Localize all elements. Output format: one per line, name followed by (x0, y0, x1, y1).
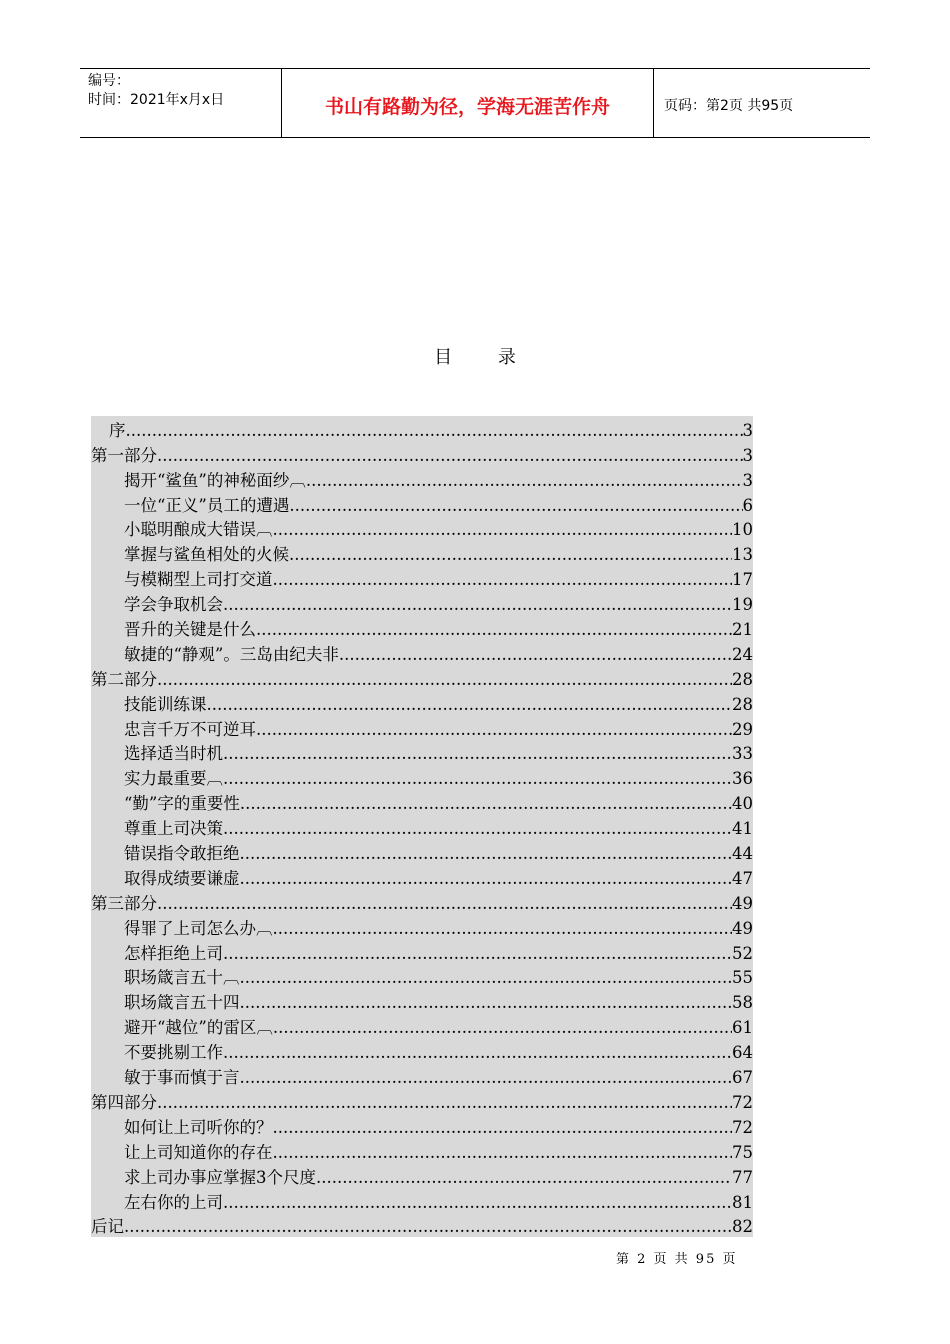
toc-entry-title: 后记 (91, 1217, 124, 1237)
toc-leader-dots (223, 819, 732, 839)
toc-leader-dots (126, 421, 743, 441)
toc-leader-dots (124, 1217, 732, 1237)
toc-entry-title: 敏于事而慎于言 (124, 1068, 240, 1088)
toc-entry-page: 41 (732, 819, 753, 839)
toc-entry-page: 40 (732, 794, 753, 814)
toc-leader-dots (223, 944, 732, 964)
toc-leader-dots (207, 695, 733, 715)
toc-entry[interactable] (91, 565, 753, 590)
toc-entry-page: 81 (732, 1192, 753, 1212)
page-footer: 第 2 页 共 95 页 (616, 1252, 738, 1267)
toc-leader-dots (223, 1043, 732, 1063)
toc-entry[interactable] (91, 764, 753, 789)
header-motto: 书山有路勤为径，学海无涯苦作舟 (324, 95, 610, 118)
toc-leader-dots (240, 968, 733, 988)
toc-entry-title: 晋升的关键是什么 (124, 620, 256, 640)
toc-entry-title: 技能训练课 (124, 694, 207, 714)
toc-entry-title: 小聪明酿成大错误︹ (124, 520, 273, 540)
toc-entry-page: 13 (732, 545, 753, 565)
toc-entry[interactable] (91, 1188, 753, 1213)
toc-entry[interactable] (91, 988, 753, 1013)
toc-entry[interactable] (91, 466, 753, 491)
toc-entry-title: 一位“正义”员工的遭遇 (124, 495, 290, 515)
toc-leader-dots (273, 1018, 732, 1038)
table-of-contents (91, 416, 753, 1237)
toc-leader-dots (273, 1118, 733, 1138)
toc-entry[interactable] (91, 715, 753, 740)
toc-entry-page: 49 (732, 918, 753, 938)
toc-entry-title: 左右你的上司 (124, 1192, 223, 1212)
toc-entry[interactable] (91, 864, 753, 889)
toc-entry-page: 82 (732, 1217, 753, 1237)
toc-entry-page: 55 (732, 968, 753, 988)
toc-leader-dots (289, 545, 732, 565)
toc-entry-page: 19 (732, 595, 753, 615)
toc-entry-title: 实力最重要︹ (124, 769, 223, 789)
toc-entry[interactable] (91, 416, 753, 441)
toc-entry-title: 敏捷的“静观”。三岛由纪夫非 (124, 644, 339, 664)
header-meta (80, 69, 281, 137)
toc-entry[interactable] (91, 690, 753, 715)
toc-entry-title: 学会争取机会 (124, 595, 223, 615)
header-page-cell (654, 69, 870, 137)
toc-entry[interactable] (91, 1213, 753, 1238)
toc-entry[interactable] (91, 540, 753, 565)
toc-entry-page: 77 (732, 1167, 753, 1187)
toc-entry-page: 64 (732, 1043, 753, 1063)
toc-entry-page: 49 (732, 893, 753, 913)
toc-entry-title: 如何让上司听你的？ (124, 1117, 273, 1137)
document-header (80, 68, 870, 138)
toc-entry[interactable] (91, 1013, 753, 1038)
toc-entry[interactable] (91, 914, 753, 939)
toc-entry-page: 52 (732, 943, 753, 963)
toc-entry[interactable] (91, 665, 753, 690)
toc-entry[interactable] (91, 516, 753, 541)
toc-entry-page: 3 (742, 470, 753, 490)
toc-entry-page: 61 (732, 1018, 753, 1038)
toc-leader-dots (273, 570, 733, 590)
toc-leader-dots (273, 1143, 733, 1163)
toc-entry-title: 职场箴言五十四 (124, 993, 240, 1013)
toc-entry[interactable] (91, 615, 753, 640)
toc-entry-page: 29 (732, 719, 753, 739)
toc-leader-dots (223, 769, 732, 789)
toc-entry[interactable] (91, 441, 753, 466)
toc-entry[interactable] (91, 1138, 753, 1163)
number-label: 编号： (88, 73, 130, 89)
toc-title: 目 录 (434, 347, 536, 368)
toc-entry-page: 72 (732, 1092, 753, 1112)
toc-entry-title: 第一部分 (91, 445, 157, 465)
toc-entry-title: 错误指令敢拒绝 (124, 844, 240, 864)
toc-leader-dots (240, 869, 733, 889)
toc-entry-page: 67 (732, 1068, 753, 1088)
toc-entry-title: 掌握与鲨鱼相处的火候 (124, 545, 289, 565)
toc-entry-page: 21 (732, 620, 753, 640)
toc-entry[interactable] (91, 590, 753, 615)
toc-leader-dots (157, 670, 732, 690)
toc-entry[interactable] (91, 839, 753, 864)
toc-leader-dots (256, 620, 732, 640)
toc-entry[interactable] (91, 640, 753, 665)
toc-leader-dots (240, 993, 733, 1013)
toc-entry-title: 第四部分 (91, 1092, 157, 1112)
toc-leader-dots (240, 844, 733, 864)
toc-entry-title: 尊重上司决策 (124, 819, 223, 839)
toc-leader-dots (223, 595, 732, 615)
toc-entry-title: 忠言千万不可逆耳 (124, 719, 256, 739)
toc-entry-page: 3 (742, 420, 753, 440)
toc-entry-page: 28 (732, 669, 753, 689)
toc-entry-title: 避开“越位”的雷区︹ (124, 1018, 273, 1038)
toc-entry-page: 6 (742, 495, 753, 515)
toc-entry[interactable] (91, 1063, 753, 1088)
toc-entry-title: 让上司知道你的存在 (124, 1142, 273, 1162)
toc-entry-title: 取得成绩要谦虚 (124, 868, 240, 888)
toc-entry-page: 24 (732, 644, 753, 664)
toc-leader-dots (289, 496, 742, 516)
toc-entry[interactable] (91, 789, 753, 814)
toc-entry[interactable] (91, 1113, 753, 1138)
toc-leader-dots (240, 794, 732, 814)
toc-entry[interactable] (91, 814, 753, 839)
toc-leader-dots (306, 471, 743, 491)
toc-leader-dots (223, 1193, 732, 1213)
toc-entry-page: 36 (732, 769, 753, 789)
toc-entry-page: 47 (732, 868, 753, 888)
toc-entry-page: 72 (732, 1117, 753, 1137)
toc-entry-title: 与模糊型上司打交道 (124, 570, 273, 590)
toc-leader-dots (157, 446, 743, 466)
toc-leader-dots (316, 1168, 732, 1188)
toc-entry[interactable] (91, 740, 753, 765)
toc-leader-dots (273, 919, 733, 939)
header-motto-cell (281, 69, 654, 137)
toc-entry-page: 44 (732, 844, 753, 864)
toc-leader-dots (157, 1093, 732, 1113)
toc-leader-dots (273, 520, 733, 540)
toc-entry-title: 第二部分 (91, 669, 157, 689)
toc-entry[interactable] (91, 491, 753, 516)
toc-entry-page: 10 (732, 520, 753, 540)
toc-leader-dots (157, 894, 732, 914)
toc-entry-title: 得罪了上司怎么办︹ (124, 918, 273, 938)
toc-entry-title: 序 (109, 420, 126, 440)
toc-entry[interactable] (91, 964, 753, 989)
toc-leader-dots (223, 744, 732, 764)
toc-entry-title: 揭开“鲨鱼”的神秘面纱︹ (124, 470, 306, 490)
toc-entry-page: 17 (732, 570, 753, 590)
toc-entry-title: 职场箴言五十︹ (124, 968, 240, 988)
toc-entry-title: 求上司办事应掌握3个尺度 (124, 1167, 316, 1187)
header-page-label: 页码：第2页 共95页 (664, 98, 794, 114)
date-label: 时间：2021年x月x日 (88, 92, 225, 108)
toc-leader-dots (240, 1068, 733, 1088)
toc-entry-title: 怎样拒绝上司 (124, 943, 223, 963)
toc-entry[interactable] (91, 1088, 753, 1113)
toc-entry-title: 第三部分 (91, 893, 157, 913)
toc-entry[interactable] (91, 1163, 753, 1188)
toc-entry[interactable] (91, 939, 753, 964)
toc-entry-page: 75 (732, 1142, 753, 1162)
toc-entry-title: “勤”字的重要性 (124, 794, 240, 814)
toc-entry-title: 选择适当时机 (124, 744, 223, 764)
toc-entry[interactable] (91, 1038, 753, 1063)
toc-entry-page: 33 (732, 744, 753, 764)
toc-entry-page: 28 (732, 694, 753, 714)
toc-leader-dots (256, 720, 732, 740)
toc-entry-title: 不要挑剔工作 (124, 1043, 223, 1063)
toc-entry-page: 58 (732, 993, 753, 1013)
toc-leader-dots (339, 645, 732, 665)
toc-entry-page: 3 (742, 445, 753, 465)
toc-entry[interactable] (91, 889, 753, 914)
